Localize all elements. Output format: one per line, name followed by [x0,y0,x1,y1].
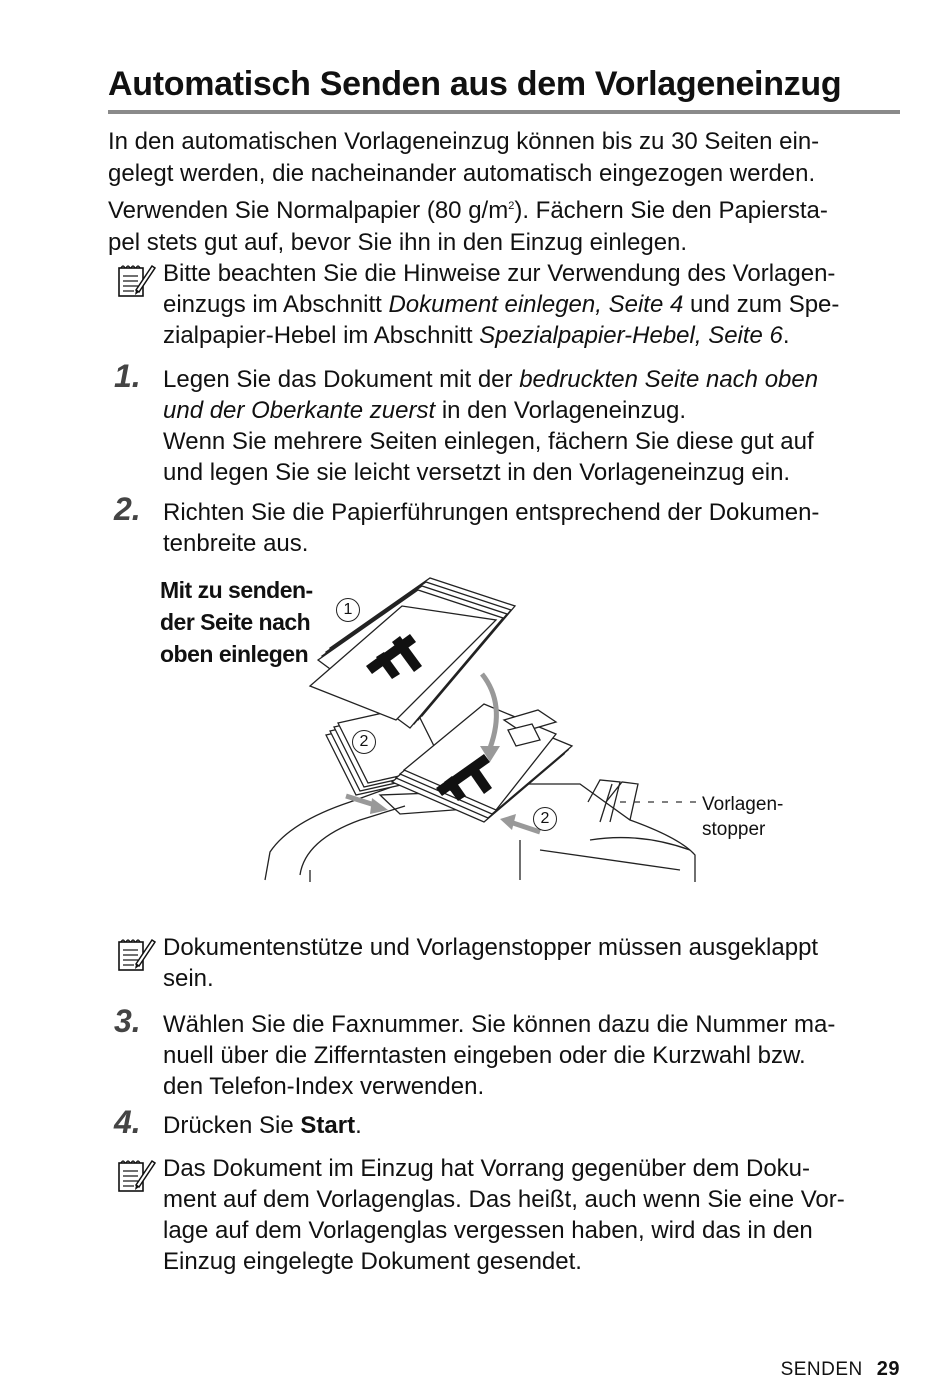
step-line: Richten Sie die Papierführungen entsprechend der Dokumen- [163,499,820,526]
step-line: den Telefon-Index verwenden. [163,1073,485,1100]
note-line: zialpapier-Hebel im Abschnitt Spezialpapier-Hebel, Seite 6. [163,322,790,349]
footer-section: SENDEN [780,1359,863,1380]
step-line: Legen Sie das Dokument mit der bedruckten Seite nach oben [163,366,819,393]
step-number: 2. [114,491,141,527]
step-line: Drücken Sie Start. [163,1112,362,1139]
step-line: und der Oberkante zuerst in den Vorlageneinzug. [163,397,687,424]
note-line: sein. [163,965,214,992]
intro-line: pel stets gut auf, bevor Sie ihn in den Einzug einlegen. [108,229,688,256]
step-line: und legen Sie sie leicht versetzt in den Vorlageneinzug ein. [163,459,791,486]
fax-machine-drawing [160,570,800,890]
marker-2-left: 2 [352,730,376,754]
note-line: Das Dokument im Einzug hat Vorrang gegenüber dem Doku- [163,1155,811,1182]
xref-spezialpapier-hebel[interactable]: Spezialpapier-Hebel, Seite 6 [479,322,783,349]
step-line: tenbreite aus. [163,530,309,557]
note-line: Bitte beachten Sie die Hinweise zur Verwendung des Vorlagen- [163,260,836,287]
marker-1: 1 [336,598,360,622]
page-number: 29 [876,1358,900,1380]
step-line: Wählen Sie die Faxnummer. Sie können dazu die Nummer ma- [163,1011,836,1038]
note-line: ment auf dem Vorlagenglas. Das heißt, auch wenn Sie eine Vor- [163,1186,845,1213]
title-underline [108,110,900,114]
note-line: Dokumentenstütze und Vorlagenstopper müssen ausgeklappt [163,934,819,961]
notepad-pencil-icon [116,260,156,300]
intro-line: gelegt werden, die nacheinander automatisch eingezogen werden. [108,160,816,187]
note-line: lage auf dem Vorlagenglas vergessen haben, wird das in den [163,1217,813,1244]
start-key-label: Start [300,1112,356,1139]
notepad-pencil-icon [116,1155,156,1195]
note-line: Einzug eingelegte Dokument gesendet. [163,1248,582,1275]
intro-line: In den automatischen Vorlageneinzug können bis zu 30 Seiten ein- [108,128,820,155]
step-line: nuell über die Zifferntasten eingeben oder die Kurzwahl bzw. [163,1042,806,1069]
note-line: einzugs im Abschnitt Dokument einlegen, Seite 4 und zum Spe- [163,291,840,318]
step-number: 3. [114,1003,141,1039]
intro-paragraph [108,126,900,259]
figure-caption: Mit zu senden- der Seite nach oben einlegen [160,577,313,667]
stopper-label: Vorlagen- stopper [702,794,784,840]
intro-line: Verwenden Sie Normalpapier (80 $g/m^2$). Fächern Sie den Papiersta- [108,197,828,224]
step-number: 4. [114,1104,141,1140]
step-number: 1. [114,358,141,394]
page-title: Automatisch Senden aus dem Vorlageneinzug [108,65,842,103]
marker-2-right: 2 [533,807,557,831]
notepad-pencil-icon [116,934,156,974]
adf-loading-illustration [160,570,800,890]
xref-dokument-einlegen[interactable]: Dokument einlegen, Seite 4 [388,291,684,318]
page-footer [781,1358,900,1381]
step-line: Wenn Sie mehrere Seiten einlegen, fächern Sie diese gut auf [163,428,814,455]
